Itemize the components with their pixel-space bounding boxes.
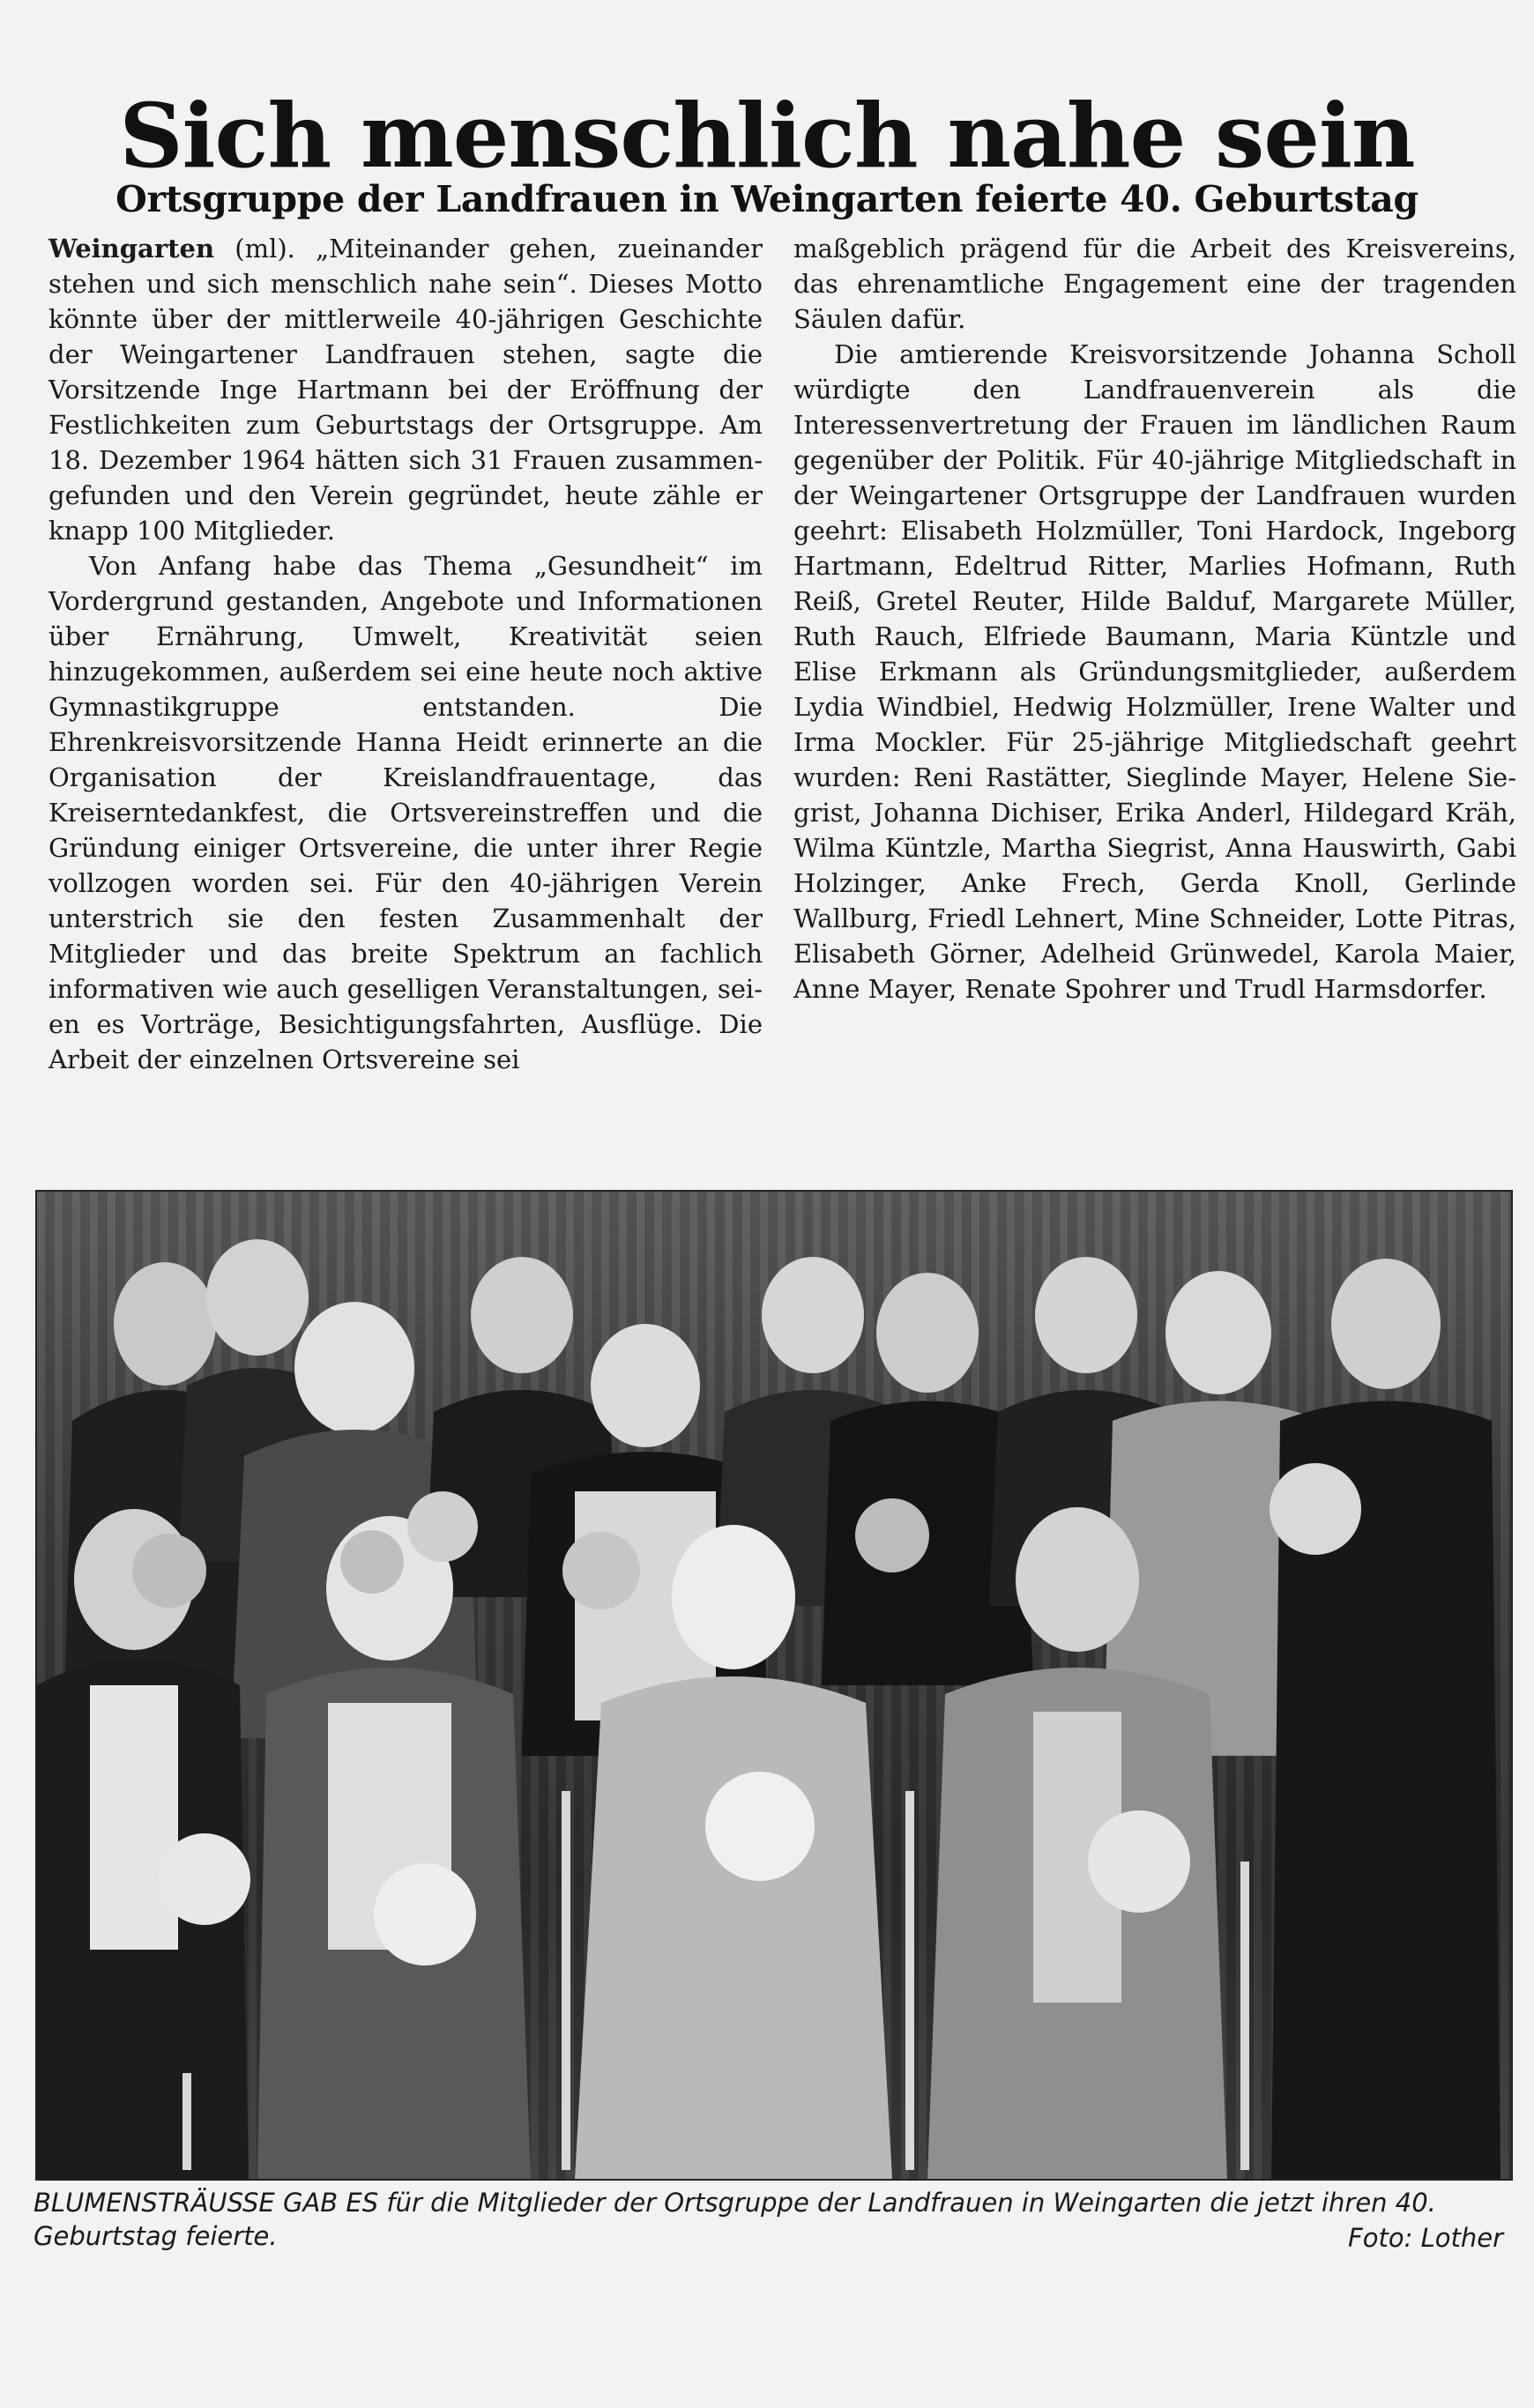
photo-caption <box>34 2186 1506 2253</box>
caption-lead: BLUMENSTRÄUSSE GAB ES <box>34 2188 379 2218</box>
paragraph: Die amtierende Kreisvorsitzende Johanna Scholl würdigte den Landfrauenverein als die Interessenvertretung der Frauen im ländlichen Raum gegenüber der Politik. Für 40-jährige Mitgliedschaft in der Weingartener Ortsgruppe der Landfrauen wurden geehrt: Elisabeth Holzmüller, Toni Hardock, Ingeborg Hartmann, Edeltrud Ritter, Marlies Hofmann, Ruth Reiß, Gretel Reuter, Hilde Balduf, Margarete Müller, Ruth Rauch, Elfriede Baumann, Maria Küntzle und Elise Erkmann als Gründungsmitglieder, außerdem Lydia Windbiel, Hedwig Holzmüller, Irene Walter und Irma Mockler. Für 25-jährige Mitgliedschaft geehrt wurden: Reni Rastätter, Sieglinde Mayer, Helene Siegrist, Johanna Dichiser, Erika Anderl, Hildegard Kräh, Wilma Küntzle, Martha Siegrist, Anna Hauswirth, Gabi Holzinger, Anke Frech, Gerda Knoll, Gerlinde Wallburg, Friedl Lehnert, Mine Schneider, Lotte Pitras, Elisabeth Görner, Adelheid Grünwedel, Karola Maier, Anne Mayer, Renate Spohrer und Trudl Harmsdorfer. <box>793 339 1516 1004</box>
paragraph: Von Anfang habe das Thema „Gesundheit“ im Vordergrund gestanden, Angebote und Informationen über Ernährung, Umwelt, Kreativität seien hinzugekommen, außerdem sei eine heute noch aktive Gymnastikgruppe entstanden. Die Ehrenkreisvorsitzende Hanna Heidt erinnerte an die Organisation der Kreislandfrauentage, das Kreiserntedankfest, die Ortsvereinstreffen und die Gründung einiger Ortsvereine, die unter ihrer Regie vollzogen worden sei. Für den 40-jährigen Verein unterstrich sie den festen Zusammenhalt der Mitglieder und das breite Spektrum an fachlich informativen wie auch geselligen Veranstaltungen, seien es Vorträge, Besichtigungsfahrten, Ausflüge. Die Arbeit der einzelnen Ortsvereine sei <box>48 551 763 1074</box>
paragraph: maßgeblich prägend für die Arbeit des Kreisvereins, das ehrenamtliche Engagement eine der tragenden Säulen dafür. <box>793 234 1516 334</box>
article-column-right <box>793 231 1516 1007</box>
paragraph <box>48 231 763 548</box>
photo-credit: Foto: Lother <box>1348 2223 1503 2253</box>
paragraph-text: (ml). „Miteinander gehen, zueinander stehen und sich menschlich nahe sein“. Dieses Motto könnte über der mittlerweile 40-jährigen Geschichte der Weingartener Landfrauen stehen, sagte die Vorsitzende Inge Hartmann bei der Eröffnung der Festlichkeiten zum Geburtstags der Ortsgruppe. Am 18. Dezember 1964 hätten sich 31 Frauen zusammengefunden und den Verein gegründet, heute zähle er knapp 100 Mitglieder. <box>48 234 763 546</box>
dateline: Weingarten <box>48 234 215 264</box>
article-column-left <box>48 231 763 1077</box>
caption-text: für die Mitglieder der Ortsgruppe der Landfrauen in Weingarten die jetzt ihren 40. Geburtstag feierte. <box>34 2188 1436 2251</box>
headline: Sich menschlich nahe sein <box>119 84 1415 188</box>
group-photo <box>35 1190 1513 2181</box>
group-photo-illustration <box>37 1192 1511 2179</box>
subheadline: Ortsgruppe der Landfrauen in Weingarten feierte 40. Geburtstag <box>115 178 1419 221</box>
